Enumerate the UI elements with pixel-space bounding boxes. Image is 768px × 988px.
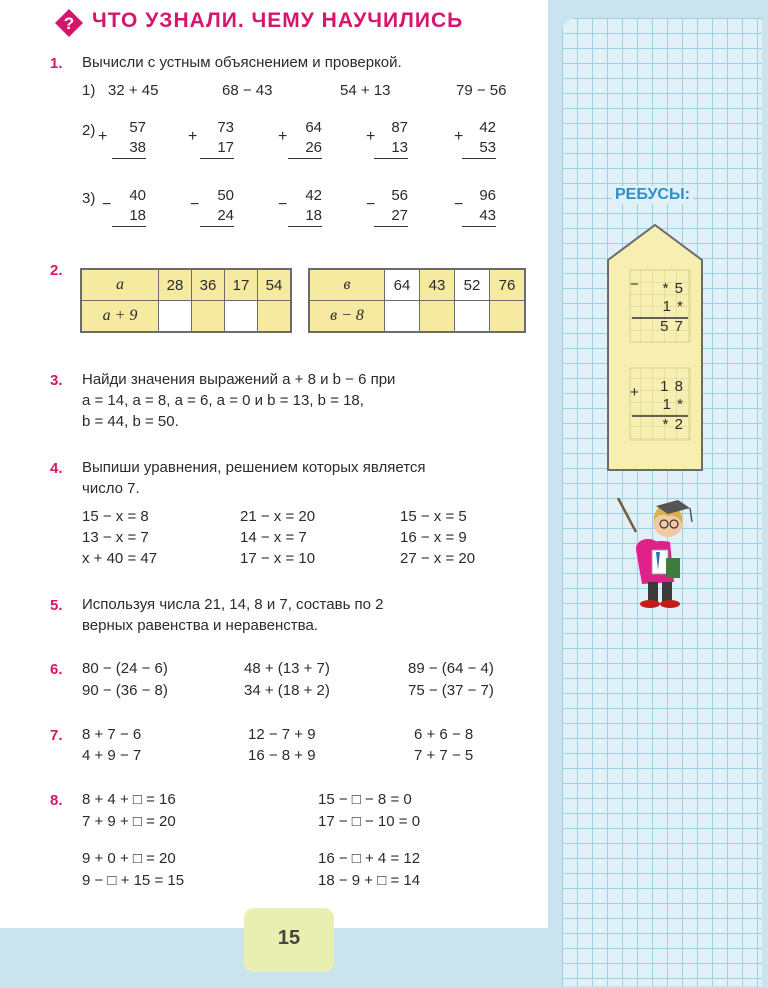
equation: 17 − □ − 10 = 0 <box>318 813 421 830</box>
plus-sign: + <box>454 128 464 145</box>
table-cell: 52 <box>455 269 490 301</box>
table-header: a <box>81 269 159 301</box>
task-number: 6. <box>50 661 63 678</box>
column-addition: 42 53 <box>462 118 496 159</box>
equation: 8 + 4 + □ = 16 <box>82 791 176 808</box>
expression: 68 − 43 <box>222 82 273 99</box>
column-subtraction: 56 27 <box>374 186 408 227</box>
minus-sign: − <box>102 196 112 213</box>
expression: 16 − 8 + 9 <box>248 747 316 764</box>
svg-text:?: ? <box>63 14 75 33</box>
table-header: a + 9 <box>81 301 159 333</box>
plus-sign: + <box>188 128 198 145</box>
rebus-title: РЕБУСЫ: <box>612 186 693 204</box>
minus-sign: − <box>278 196 288 213</box>
empty-cell <box>385 301 420 333</box>
equation: 15 − □ − 8 = 0 <box>318 791 412 808</box>
task-text-line: a = 14, a = 8, a = 6, a = 0 и b = 13, b = 18, <box>82 392 364 409</box>
row-label: 1) <box>82 82 96 99</box>
equation: x + 40 = 47 <box>82 550 158 567</box>
expression: 6 + 6 − 8 <box>414 726 474 743</box>
equation: 15 − x = 8 <box>82 508 149 525</box>
expression: 4 + 9 − 7 <box>82 747 142 764</box>
equation: 9 + 0 + □ = 20 <box>82 850 176 867</box>
table-cell: 43 <box>420 269 455 301</box>
table-cell: 28 <box>159 269 192 301</box>
table-a <box>80 268 292 333</box>
column-addition: 57 38 <box>112 118 146 159</box>
row-label: 3) <box>82 190 96 207</box>
page-title: ЧТО УЗНАЛИ. ЧЕМУ НАУЧИЛИСЬ <box>92 9 464 32</box>
empty-cell <box>225 301 258 333</box>
task-number: 1. <box>50 55 63 72</box>
table-cell: 64 <box>385 269 420 301</box>
column-addition: 87 13 <box>374 118 408 159</box>
expression: 32 + 45 <box>108 82 159 99</box>
equation: 27 − x = 20 <box>400 550 476 567</box>
question-icon <box>54 8 84 38</box>
expression: 90 − (36 − 8) <box>82 682 168 699</box>
task-text-line: Найди значения выражений a + 8 и b − 6 при <box>82 371 396 388</box>
empty-cell <box>258 301 292 333</box>
minus-sign: − <box>366 196 376 213</box>
task-text: Вычисли с устным объяснением и проверкой. <box>82 54 402 71</box>
table-b <box>308 268 526 333</box>
task-number: 7. <box>50 727 63 744</box>
rebus-1: * 5 1 * 5 7 <box>660 280 684 335</box>
task-text-line: Используя числа 21, 14, 8 и 7, составь по 2 <box>82 596 384 613</box>
equation: 14 − x = 7 <box>240 529 307 546</box>
task-text-line: Выпиши уравнения, решением которых является <box>82 459 426 476</box>
equation: 13 − x = 7 <box>82 529 149 546</box>
equation: 21 − x = 20 <box>240 508 316 525</box>
plus-sign: + <box>366 128 376 145</box>
rebus-card <box>604 222 706 474</box>
equation: 16 − x = 9 <box>400 529 467 546</box>
column-subtraction: 96 43 <box>462 186 496 227</box>
column-addition: 64 26 <box>288 118 322 159</box>
equation: 7 + 9 + □ = 20 <box>82 813 176 830</box>
equation: 18 − 9 + □ = 14 <box>318 872 421 889</box>
table-cell: 54 <box>258 269 292 301</box>
column-subtraction: 42 18 <box>288 186 322 227</box>
column-subtraction: 50 24 <box>200 186 234 227</box>
expression: 75 − (37 − 7) <box>408 682 494 699</box>
table-cell: 17 <box>225 269 258 301</box>
professor-illustration <box>608 490 708 612</box>
equation: 16 − □ + 4 = 12 <box>318 850 421 867</box>
rebus-sign: + <box>630 384 639 401</box>
rebus-2: 1 8 1 * * 2 <box>660 378 684 433</box>
plus-sign: + <box>98 128 108 145</box>
equation: 15 − x = 5 <box>400 508 467 525</box>
expression: 54 + 13 <box>340 82 391 99</box>
task-number: 8. <box>50 792 63 809</box>
column-addition: 73 17 <box>200 118 234 159</box>
task-number: 4. <box>50 460 63 477</box>
table-cell: 36 <box>192 269 225 301</box>
table-header: в − 8 <box>309 301 385 333</box>
expression: 79 − 56 <box>456 82 507 99</box>
empty-cell <box>192 301 225 333</box>
expression: 7 + 7 − 5 <box>414 747 474 764</box>
expression: 12 − 7 + 9 <box>248 726 316 743</box>
task-number: 5. <box>50 597 63 614</box>
minus-sign: − <box>190 196 200 213</box>
plus-sign: + <box>278 128 288 145</box>
column-subtraction: 40 18 <box>112 186 146 227</box>
row-label: 2) <box>82 122 96 139</box>
empty-cell <box>159 301 192 333</box>
task-text-line: b = 44, b = 50. <box>82 413 179 430</box>
rebus-sign: − <box>630 276 639 293</box>
empty-cell <box>455 301 490 333</box>
task-number: 2. <box>50 262 63 279</box>
minus-sign: − <box>454 196 464 213</box>
expression: 48 + (13 + 7) <box>244 660 330 677</box>
table-cell: 76 <box>490 269 526 301</box>
equation: 17 − x = 10 <box>240 550 316 567</box>
task-number: 3. <box>50 372 63 389</box>
expression: 89 − (64 − 4) <box>408 660 494 677</box>
empty-cell <box>490 301 526 333</box>
task-text-line: число 7. <box>82 480 140 497</box>
page-number: 15 <box>244 908 334 972</box>
expression: 34 + (18 + 2) <box>244 682 330 699</box>
task-text-line: верных равенства и неравенства. <box>82 617 318 634</box>
expression: 80 − (24 − 6) <box>82 660 168 677</box>
equation: 9 − □ + 15 = 15 <box>82 872 185 889</box>
empty-cell <box>420 301 455 333</box>
table-header: в <box>309 269 385 301</box>
expression: 8 + 7 − 6 <box>82 726 142 743</box>
